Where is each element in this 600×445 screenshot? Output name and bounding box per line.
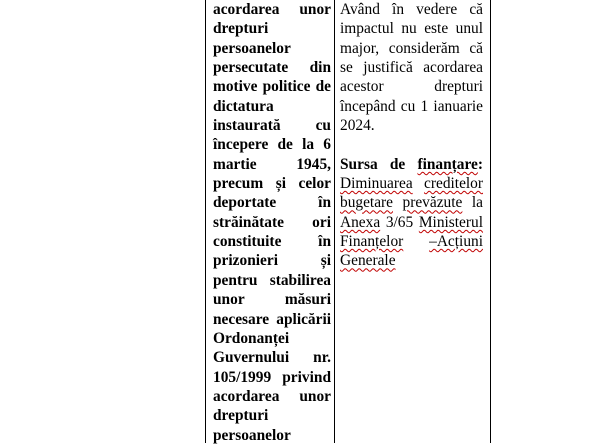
funding-word-1: Diminuarea (340, 175, 413, 193)
table-border-left (205, 0, 206, 443)
middle-column-cell (213, 0, 331, 445)
funding-label: Sursa de (340, 155, 418, 173)
funding-space-1 (413, 175, 424, 192)
paragraph-spacer (340, 135, 483, 154)
right-column-cell (340, 0, 483, 271)
table-border-right (490, 0, 491, 443)
funding-text-2: 3/65 (380, 213, 419, 231)
funding-colon: : (477, 155, 483, 173)
middle-column-text: acordarea unor drepturi persoanelor persecutate din motive politice de dictatura instaurată cu începere de la 6 martie 1945, precum și celor deportate în străinătate ori constituite în prizonieri și pentru stabilirea unor măsuri necesare aplicării Ordonanței Guvernului nr. 105/1999 privind acordarea unor drepturi persoanelor (213, 1, 331, 444)
funding-label-word: finanțare (417, 155, 478, 173)
funding-paragraph (340, 155, 483, 271)
funding-word-5: Anexa (340, 213, 381, 231)
funding-word-4: prevăzute (402, 194, 463, 212)
funding-word-2: creditelor (424, 175, 483, 193)
funding-word-7: Finanțelor (340, 233, 404, 251)
impact-paragraph: Având în vedere că impactul nu este unul major, considerăm că se justifică acordarea acestor drepturi începând cu 1 ianuarie 2024. (340, 1, 483, 135)
funding-word-6: Ministerul (418, 213, 483, 231)
funding-word-3: bugetare (340, 194, 393, 212)
funding-space-5 (403, 233, 429, 250)
funding-word-8: –Acțiuni (429, 233, 483, 251)
table-border-middle (334, 0, 335, 443)
funding-space-3 (393, 194, 403, 211)
funding-text-1: la (462, 194, 483, 212)
funding-word-9: Generale (340, 252, 396, 270)
